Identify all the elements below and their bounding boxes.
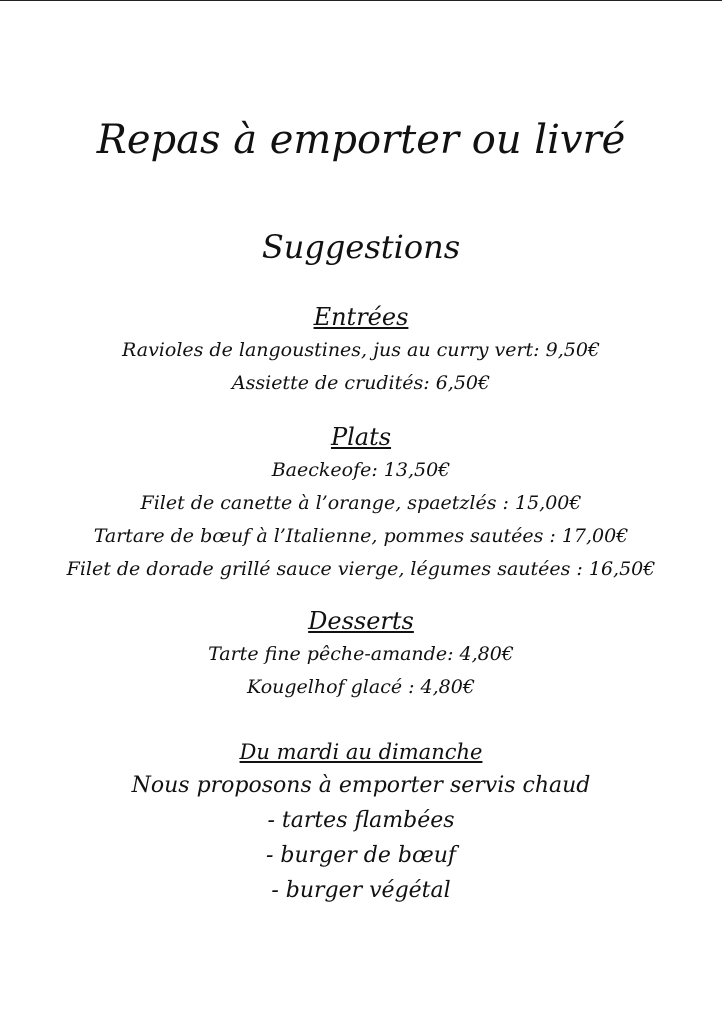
menu-item: Tartare de bœuf à l’Italienne, pommes sautées : 17,00€ xyxy=(93,525,629,547)
menu-item: Tarte fine pêche-amande: 4,80€ xyxy=(208,643,514,665)
section-desserts xyxy=(0,604,722,704)
section-takeaway xyxy=(0,736,722,908)
section-heading-entrees: Entrées xyxy=(313,303,409,331)
takeaway-item: - tartes flambées xyxy=(267,808,455,833)
menu-item: Filet de canette à l’orange, spaetzlés : 15,00€ xyxy=(140,492,582,514)
menu-item: Ravioles de langoustines, jus au curry vert: 9,50€ xyxy=(122,339,600,361)
section-heading-plats: Plats xyxy=(330,423,392,451)
section-heading-takeaway: Du mardi au dimanche xyxy=(239,740,483,764)
section-heading-desserts: Desserts xyxy=(308,607,414,635)
page-title: Repas à emporter ou livré xyxy=(96,117,626,163)
menu-item: Kougelhof glacé : 4,80€ xyxy=(247,676,475,698)
section-plats xyxy=(0,420,722,586)
takeaway-item: - burger végétal xyxy=(271,878,451,903)
section-entrees xyxy=(0,300,722,400)
takeaway-intro: Nous proposons à emporter servis chaud xyxy=(131,773,591,798)
menu-item: Assiette de crudités: 6,50€ xyxy=(231,372,491,394)
menu-item: Filet de dorade grillé sauce vierge, légumes sautées : 16,50€ xyxy=(66,558,656,580)
suggestions-subtitle: Suggestions xyxy=(261,228,461,266)
menu-item: Baeckeofe: 13,50€ xyxy=(271,459,451,481)
takeaway-item: - burger de bœuf xyxy=(265,843,457,868)
top-border-line xyxy=(0,0,722,1)
